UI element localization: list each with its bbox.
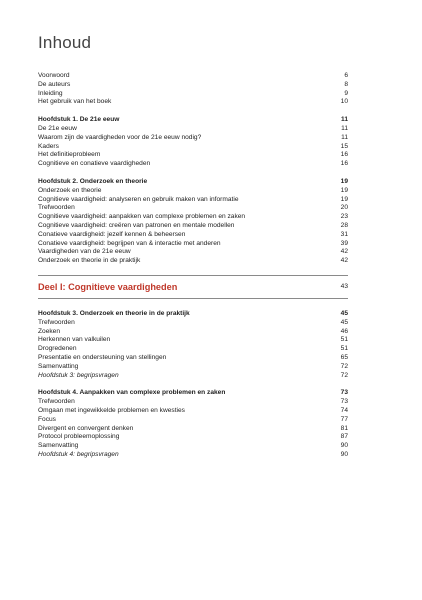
toc-entry [38,328,348,337]
toc-entry-page: 90 [340,442,348,450]
toc-entry-title: Hoofdstuk 1. De 21e eeuw [38,116,120,124]
toc-entry [38,257,348,266]
toc-entry-page: 20 [340,204,348,212]
toc-entry-page: 45 [340,318,348,326]
chapter-heading [38,310,348,319]
toc-entry [38,222,348,231]
toc-entry [38,196,348,205]
toc-entry-title: Hoofdstuk 4. Aanpakken van complexe problemen en zaken [38,389,226,397]
toc-entry-title: De 21e eeuw [38,124,77,132]
toc-entry [38,204,348,213]
toc-entry-title: Hoofdstuk 3: begripsvragen [38,371,119,379]
toc-entry [38,125,348,134]
toc-entry [38,81,348,90]
part-title: Deel I: Cognitieve vaardigheden [38,281,178,292]
toc-entry-title: Conatieve vaardigheid: begrijpen van & interactie met anderen [38,239,221,247]
toc-entry [38,160,348,169]
toc-entry-page: 6 [344,72,348,79]
toc-entry-title: Waarom zijn de vaardigheden voor de 21e eeuw nodig? [38,133,202,141]
toc-entry-title: Focus [38,415,56,423]
toc-entry-page: 45 [340,309,348,317]
toc-entry-page: 77 [340,415,348,423]
toc-entry-page: 42 [340,248,348,256]
toc-entry-page: 19 [340,195,348,203]
toc-entry [38,407,348,416]
toc-entry [38,213,348,222]
toc-entry [38,363,348,372]
toc-entry-page: 74 [340,406,348,414]
toc-entry [38,248,348,257]
toc-entry [38,134,348,143]
toc-entry-title: Cognitieve vaardigheid: aanpakken van complexe problemen en zaken [38,213,246,221]
part-page-number: 43 [340,283,348,291]
toc-entry [38,231,348,240]
toc-entry-page: 72 [340,371,348,379]
toc-entry-page: 8 [344,80,348,88]
toc-entry-title: Samenvatting [38,442,79,450]
toc-entry-page: 87 [340,433,348,441]
toc-entry-page: 11 [341,116,348,124]
toc-entry-title: Cognitieve vaardigheid: analyseren en gebruik maken van informatie [38,195,239,203]
toc-section [38,178,348,266]
toc-entry-page: 46 [340,327,348,335]
toc-entry-title: Samenvatting [38,362,79,370]
toc-entry-title: Inleiding [38,89,63,97]
toc-entry-title: Cognitieve vaardigheid: creëren van patronen en mentale modellen [38,221,235,229]
toc-entry [38,433,348,442]
toc-section [38,72,348,107]
toc-entry [38,354,348,363]
toc-entry-title: Drogredenen [38,345,77,353]
toc-entry-title: Presentatie en ondersteuning van stellingen [38,353,167,361]
toc-entry-title: Onderzoek en theorie [38,186,102,194]
toc-entry-page: 90 [340,450,348,458]
toc-section [38,389,348,459]
toc-entry-title: Hoofdstuk 4: begripsvragen [38,450,119,458]
toc-entry [38,240,348,249]
toc-entry-title: Hoofdstuk 2. Onderzoek en theorie [38,177,148,185]
toc-sections-before [38,72,348,266]
toc-entry-page: 42 [340,257,348,265]
toc-entry [38,451,348,460]
toc-section [38,310,348,380]
toc-entry [38,372,348,381]
toc-entry-page: 28 [340,221,348,229]
toc-entry-title: Kaders [38,142,59,150]
toc-entry-page: 51 [340,336,348,344]
toc-entry [38,416,348,425]
chapter-heading [38,116,348,125]
toc-entry-page: 72 [340,362,348,370]
toc-entry-page: 19 [340,186,348,194]
toc-entry-title: Het definitieprobleem [38,151,101,159]
toc-entry-page: 15 [340,142,348,150]
toc-section [38,116,348,169]
toc-entry-title: Divergent en convergent denken [38,424,134,432]
toc-entry-title: Voorwoord [38,72,70,79]
toc-entry-page: 11 [341,124,348,132]
toc-entry [38,187,348,196]
toc-entry-page: 65 [340,353,348,361]
toc-entry-page: 11 [341,133,348,141]
toc-entry [38,98,348,107]
toc-entry-title: Vaardigheden van de 21e eeuw [38,248,131,256]
toc-entry-page: 73 [340,389,348,397]
toc-entry-page: 23 [340,213,348,221]
toc-entry-page: 73 [340,398,348,406]
toc-entry-title: Het gebruik van het boek [38,98,112,106]
toc-entry-title: Omgaan met ingewikkelde problemen en kwesties [38,406,185,414]
toc-entry [38,345,348,354]
page-title: Inhoud [38,33,92,52]
toc-entry-title: Hoofdstuk 3. Onderzoek en theorie in de praktijk [38,309,190,317]
toc-entry-page: 19 [340,177,348,185]
toc-entry-page: 16 [340,160,348,168]
toc-entry [38,442,348,451]
toc-entry-page: 81 [340,424,348,432]
toc-entry [38,319,348,328]
toc-entry-page: 39 [340,239,348,247]
toc-entry-title: Herkennen van valkuilen [38,336,111,344]
toc-entry-title: Cognitieve en conatieve vaardigheden [38,160,151,168]
chapter-heading [38,178,348,187]
toc-entry-title: Zoeken [38,327,60,335]
toc-entry-title: Trefwoorden [38,204,75,212]
toc-entry [38,398,348,407]
toc-entry-title: Trefwoorden [38,318,75,326]
table-of-contents [38,72,348,469]
toc-entry [38,151,348,160]
chapter-heading [38,389,348,398]
toc-entry [38,72,348,81]
toc-sections-after [38,310,348,460]
toc-entry-title: Onderzoek en theorie in de praktijk [38,257,141,265]
toc-entry-title: Conatieve vaardigheid: jezelf kennen & beheersen [38,230,186,238]
toc-entry-page: 31 [340,230,348,238]
toc-entry [38,90,348,99]
toc-entry [38,143,348,152]
toc-entry-page: 51 [340,345,348,353]
toc-entry-page: 10 [340,98,348,106]
toc-entry-page: 16 [340,151,348,159]
toc-entry-title: Protocol probleemoplossing [38,433,120,441]
toc-entry [38,336,348,345]
toc-entry [38,425,348,434]
toc-entry-title: Trefwoorden [38,398,75,406]
toc-entry-page: 9 [344,89,348,97]
toc-entry-title: De auteurs [38,80,71,88]
part-heading [38,275,348,299]
